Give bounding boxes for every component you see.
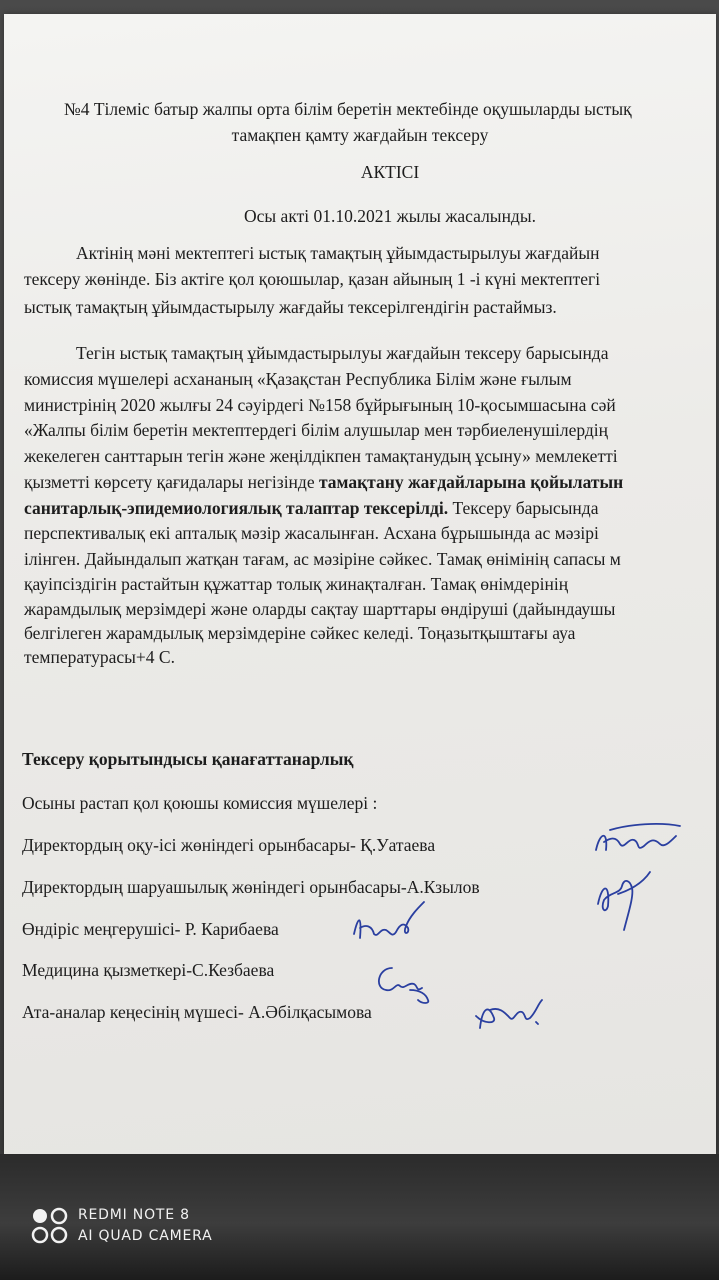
camera-dots-icon bbox=[30, 1206, 70, 1246]
para2-line10: қауіпсіздігін растайтын құжаттар толық жинақталған. Тамақ өнімдерінің bbox=[24, 574, 569, 594]
conclusion-line: Тексеру қорытындысы қанағаттанарлық bbox=[22, 749, 354, 769]
para2-line4: «Жалпы білім беретін мектептердегі білім алушылар мен тәрбиеленушілердің bbox=[24, 420, 609, 440]
para1-line1: Актінің мәні мектептегі ыстық тамақтың ұйымдастырылуы жағдайын bbox=[76, 243, 600, 263]
document-heading: АКТІСІ bbox=[360, 162, 420, 182]
signature-2 bbox=[590, 864, 660, 934]
para2-line7-text: Тексеру барысында bbox=[448, 498, 599, 518]
date-line: Осы акті 01.10.2021 жылы жасалынды. bbox=[244, 206, 536, 226]
signature-4 bbox=[370, 958, 440, 1008]
para2-line6-bold: тамақтану жағдайларына қойылатын bbox=[318, 472, 624, 492]
signatory-3: Өндіріс меңгерушісі- Р. Карибаева bbox=[22, 919, 279, 939]
para2-line13: температурасы+4 С. bbox=[24, 647, 175, 667]
para2-line5: жекелеген санттарын тегін және жеңілдікпен тамақтанудың ұсыну» мемлекетті bbox=[24, 446, 618, 466]
signature-3 bbox=[350, 898, 430, 954]
para2-line12: белгілеген жарамдылық мерзімдеріне сәйкес келеді. Тоңазытқыштағы ауа bbox=[24, 623, 576, 643]
signatory-5: Ата-аналар кеңесінің мүшесі- А.Әбілқасымова bbox=[22, 1002, 372, 1022]
para1-line3: ыстық тамақтың ұйымдастырылу жағдайы тексерілгендігін растаймыз. bbox=[24, 297, 557, 317]
document-title-line2: тамақпен қамту жағдайын тексеру bbox=[231, 125, 489, 145]
signature-5 bbox=[466, 988, 552, 1038]
camera-type-label: AI QUAD CAMERA bbox=[78, 1228, 213, 1244]
para2-line7-bold: санитарлық-эпидемиологиялық талаптар тексерілді. bbox=[24, 498, 449, 518]
para2-line6-text: қызметті көрсету қағидалары негізінде bbox=[24, 472, 319, 492]
para2-line1: Тегін ыстық тамақтың ұйымдастырылуы жағдайын тексеру барысында bbox=[76, 343, 609, 363]
para2-line6 bbox=[24, 471, 623, 493]
para2-line7 bbox=[24, 497, 598, 519]
signatory-2: Директордың шаруашылық жөніндегі орынбасары-А.Кзылов bbox=[22, 877, 480, 897]
para2-line11: жарамдылық мерзімдері және оларды сақтау шарттары өндіруші (дайындаушы bbox=[24, 599, 616, 619]
para2-line2: комиссия мүшелері асхананың «Қазақстан Республика Білім және ғылым bbox=[24, 369, 572, 389]
para2-line8: перспективалық екі апталық мәзір жасалынған. Асхана бұрышында ас мәзірі bbox=[24, 523, 599, 543]
para2-line9: ілінген. Дайындалып жатқан тағам, ас мәзіріне сәйкес. Тамақ өнімінің сапасы м bbox=[24, 549, 621, 569]
camera-model-label: REDMI NOTE 8 bbox=[78, 1207, 190, 1223]
signatory-1: Директордың оқу-ісі жөніндегі орынбасары- Қ.Уатаева bbox=[22, 835, 436, 855]
para1-line2: тексеру жөнінде. Біз актіге қол қоюшылар, қазан айының 1 -і күні мектептегі bbox=[24, 269, 601, 289]
document-title-line1: №4 Тілеміс батыр жалпы орта білім беретін мектебінде оқушыларды ыстық bbox=[64, 99, 632, 119]
para2-line3: министрінің 2020 жылғы 24 сәуірдегі №158 бұйрығының 10-қосымшасына сәй bbox=[24, 395, 616, 415]
signature-1 bbox=[590, 820, 686, 870]
signatory-4: Медицина қызметкері-С.Кезбаева bbox=[22, 960, 275, 980]
document-sheet bbox=[4, 14, 716, 1154]
commission-intro: Осыны растап қол қоюшы комиссия мүшелері : bbox=[22, 793, 378, 813]
